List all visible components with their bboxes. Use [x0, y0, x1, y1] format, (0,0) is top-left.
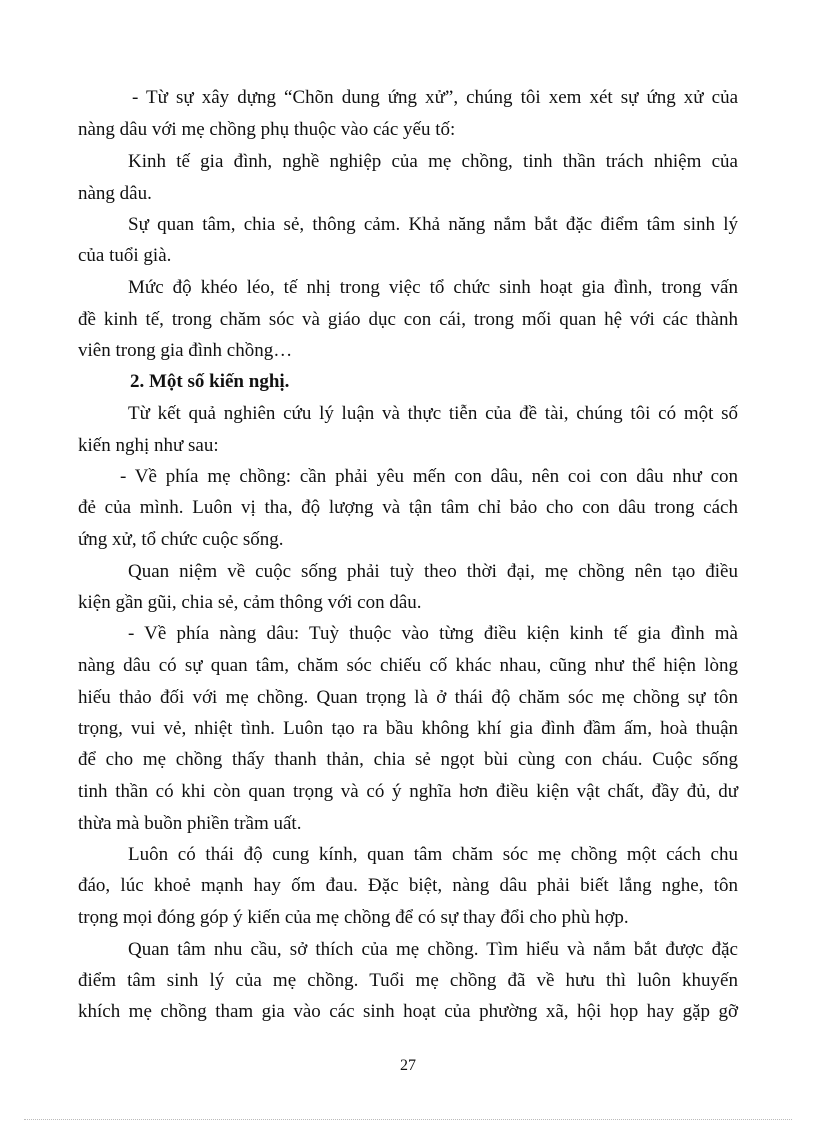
paragraph-line: hiếu thảo đối với mẹ chồng. Quan trọng là ở thái độ chăm sóc mẹ chồng sự tôn: [78, 687, 738, 708]
paragraph-line: trọng, vui vẻ, nhiệt tình. Luôn tạo ra bầu không khí gia đình đầm ấm, hoà thuận: [78, 718, 738, 739]
paragraph-line: - Về phía nàng dâu: Tuỳ thuộc vào từng điều kiện kinh tế gia đình mà: [128, 623, 738, 644]
paragraph-line: điểm tâm sinh lý của mẹ chồng. Tuổi mẹ chồng đã về hưu thì luôn khuyến: [78, 970, 738, 991]
paragraph-line: Mức độ khéo léo, tế nhị trong việc tổ chức sinh hoạt gia đình, trong vấn: [128, 277, 738, 298]
paragraph-line: ứng xử, tổ chức cuộc sống.: [78, 529, 284, 550]
paragraph-line: thừa mà buồn phiền trầm uất.: [78, 813, 302, 834]
paragraph-line: viên trong gia đình chồng…: [78, 340, 293, 361]
paragraph-line: nàng dâu với mẹ chồng phụ thuộc vào các yếu tố:: [78, 119, 456, 140]
paragraph-line: để cho mẹ chồng thấy thanh thản, chia sẻ ngọt bùi cùng con cháu. Cuộc sống: [78, 749, 738, 770]
paragraph-line: đề kinh tế, trong chăm sóc và giáo dục con cái, trong mối quan hệ với các thành: [78, 309, 738, 330]
paragraph-line: Luôn có thái độ cung kính, quan tâm chăm sóc mẹ chồng một cách chu: [128, 844, 738, 865]
paragraph-line: Sự quan tâm, chia sẻ, thông cảm. Khả năng nắm bắt đặc điểm tâm sinh lý: [128, 214, 738, 235]
page-bottom-divider: [24, 1119, 792, 1120]
paragraph-line: nàng dâu.: [78, 183, 152, 204]
paragraph-line: tinh thần có khi còn quan trọng và có ý nghĩa hơn điều kiện vật chất, đầy đủ, dư: [78, 781, 738, 802]
section-heading: 2. Một số kiến nghị.: [130, 371, 290, 392]
paragraph-line: Quan niệm về cuộc sống phải tuỳ theo thời đại, mẹ chồng nên tạo điều: [128, 561, 738, 582]
paragraph-line: kiến nghị như sau:: [78, 435, 219, 456]
paragraph-line: nàng dâu có sự quan tâm, chăm sóc chiếu cố khác nhau, cũng như thể hiện lòng: [78, 655, 738, 676]
paragraph-line: Kinh tế gia đình, nghề nghiệp của mẹ chồng, tinh thần trách nhiệm của: [128, 151, 738, 172]
paragraph-line: đẻ của mình. Luôn vị tha, độ lượng và tận tâm chỉ bảo cho con dâu trong cách: [78, 497, 738, 518]
paragraph-line: Quan tâm nhu cầu, sở thích của mẹ chồng. Tìm hiểu và nắm bắt được đặc: [128, 939, 738, 960]
paragraph-line: của tuổi già.: [78, 245, 172, 266]
paragraph-line: trọng mọi đóng góp ý kiến của mẹ chồng để có sự thay đổi cho phù hợp.: [78, 907, 629, 928]
paragraph-line: kiện gần gũi, chia sẻ, cảm thông với con dâu.: [78, 592, 422, 613]
page-number: 27: [400, 1057, 416, 1074]
paragraph-line: khích mẹ chồng tham gia vào các sinh hoạt của phường xã, hội họp hay gặp gỡ: [78, 1001, 738, 1022]
paragraph-line: - Về phía mẹ chồng: cần phải yêu mến con dâu, nên coi con dâu như con: [120, 466, 738, 487]
paragraph-line: đáo, lúc khoẻ mạnh hay ốm đau. Đặc biệt, nàng dâu phải biết lắng nghe, tôn: [78, 875, 738, 896]
paragraph-line: - Từ sự xây dựng “Chõn dung ứng xử”, chúng tôi xem xét sự ứng xử của: [132, 87, 738, 108]
paragraph-line: Từ kết quả nghiên cứu lý luận và thực tiễn của đề tài, chúng tôi có một số: [128, 403, 738, 424]
